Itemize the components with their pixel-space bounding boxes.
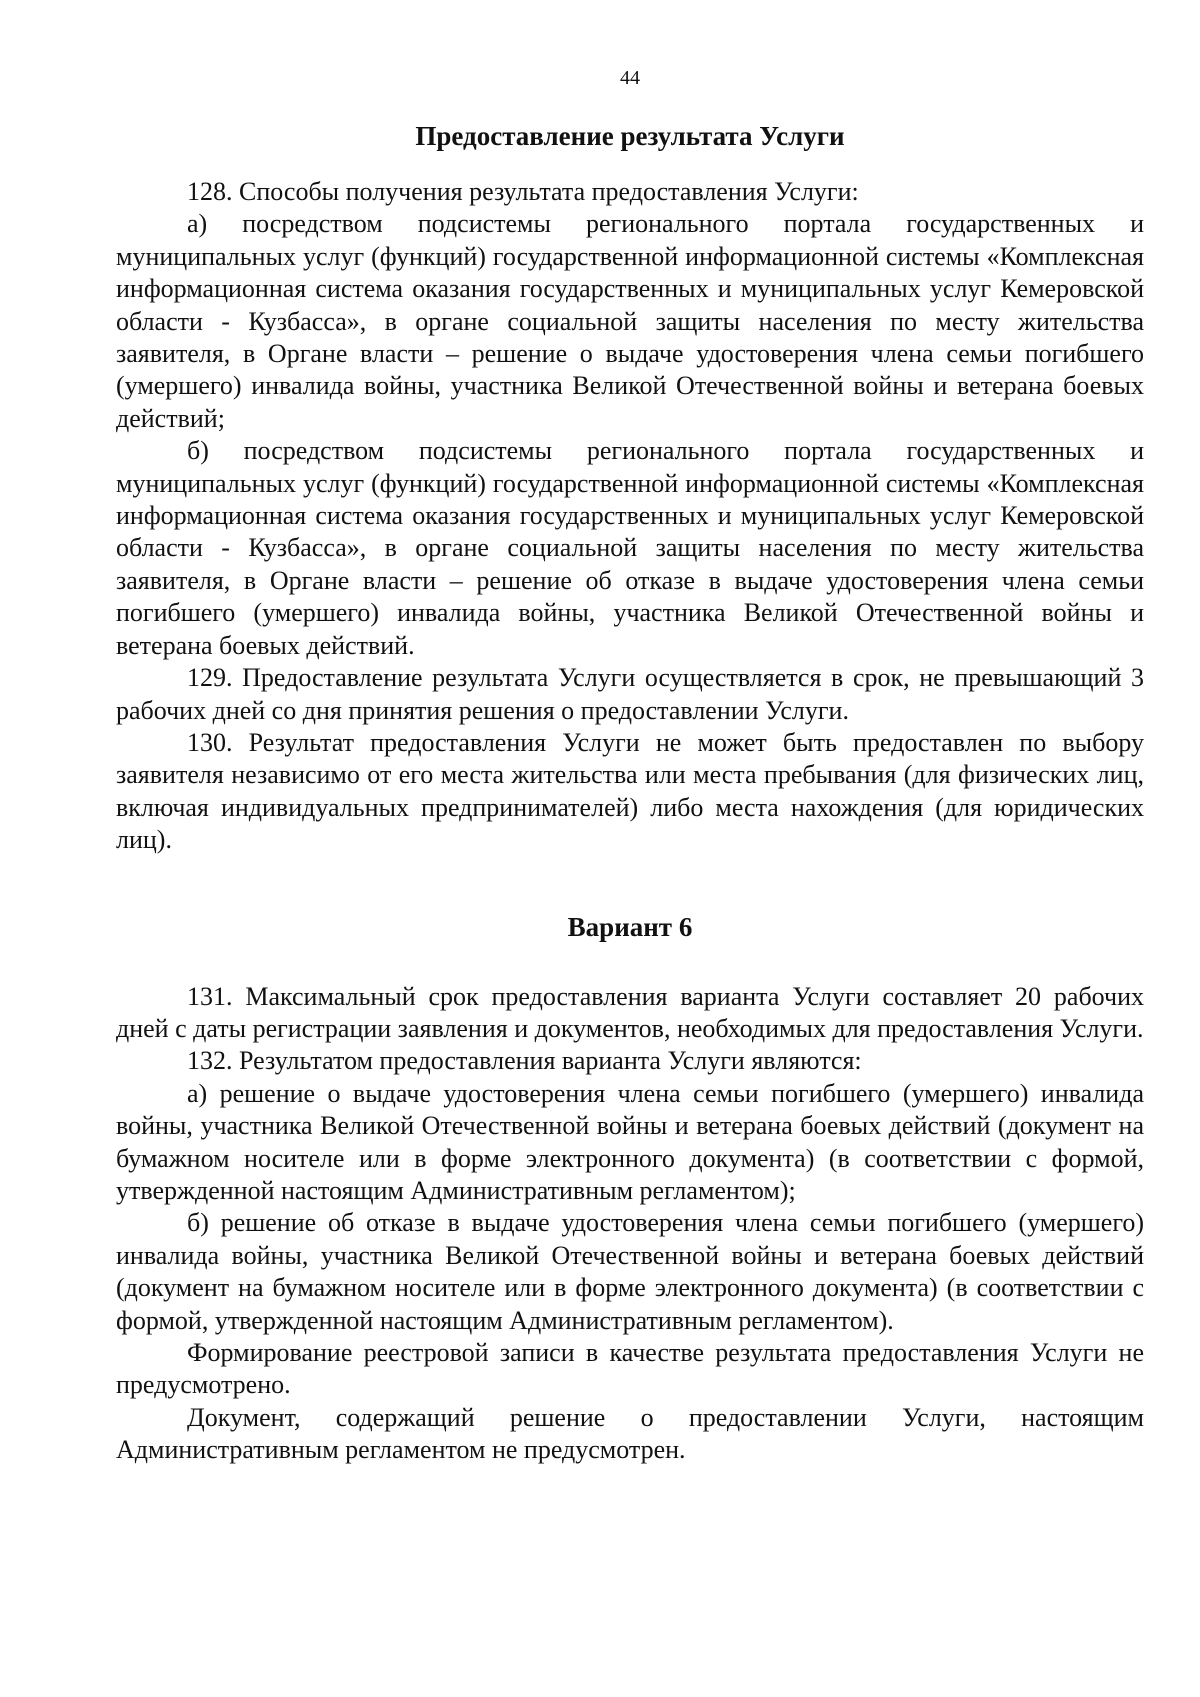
document-page (116, 64, 1144, 1467)
paragraph-128-b: б) посредством подсистемы регионального портала государственных и муниципальных услуг (функций) государственной информационной системы «Комплексная информационная система оказания государственных и муниципальных услуг Кемеровской области - Кузбасса», в органе социальной защиты населения по месту жительства заявителя, в Органе власти – решение об отказе в выдаче удостоверения члена семьи погибшего (умершего) инвалида войны, участника Великой Отечественной войны и ветерана боевых действий. (116, 436, 1144, 660)
paragraph-132-a: а) решение о выдаче удостоверения члена семьи погибшего (умершего) инвалида войны, участника Великой Отечественной войны и ветерана боевых действий (документ на бумажном носителе или в форме электронного документа) (в соответствии с формой, утвержденной настоящим Административным регламентом); (116, 1078, 1144, 1205)
paragraph-registry-record: Формирование реестровой записи в качестве результата предоставления Услуги не предусмотрено. (116, 1338, 1144, 1400)
section-heading-result: Предоставление результата Услуги (415, 121, 845, 151)
section-heading-variant: Вариант 6 (567, 911, 693, 942)
page-number: 44 (620, 67, 640, 89)
paragraph-128-a: а) посредством подсистемы регионального портала государственных и муниципальных услуг (функций) государственной информационной системы «Комплексная информационная система оказания государственных и муниципальных услуг Кемеровской области - Кузбасса», в органе социальной защиты населения по месту жительства заявителя, в Органе власти – решение о выдаче удостоверения члена семьи погибшего (умершего) инвалида войны, участника Великой Отечественной войны и ветерана боевых действий; (116, 209, 1144, 433)
paragraph-131: 131. Максимальный срок предоставления варианта Услуги составляет 20 рабочих дней с даты регистрации заявления и документов, необходимых для предоставления Услуги. (116, 981, 1144, 1043)
section-spacer (116, 857, 1144, 887)
paragraph-128: 128. Способы получения результата предоставления Услуги: (187, 177, 859, 206)
paragraph-decision-document: Документ, содержащий решение о предоставлении Услуги, настоящим Административным регламентом не предусмотрен. (116, 1402, 1144, 1465)
paragraph-130: 130. Результат предоставления Услуги не может быть предоставлен по выбору заявителя независимо от его места жительства или места пребывания (для физических лиц, включая индивидуальных предпринимателей) либо места нахождения (для юридических лиц). (116, 727, 1144, 855)
paragraph-132: 132. Результатом предоставления варианта Услуги являются: (187, 1046, 862, 1076)
paragraph-129: 129. Предоставление результата Услуги осуществляется в срок, не превышающий 3 рабочих дней со дня принятия решения о предоставлении Услуги. (116, 663, 1144, 725)
paragraph-132-b: б) решение об отказе в выдаче удостоверения члена семьи погибшего (умершего) инвалида войны, участника Великой Отечественной войны и ветерана боевых действий (документ на бумажном носителе или в форме электронного документа) (в соответствии с формой, утвержденной настоящим Административным регламентом). (116, 1208, 1144, 1335)
